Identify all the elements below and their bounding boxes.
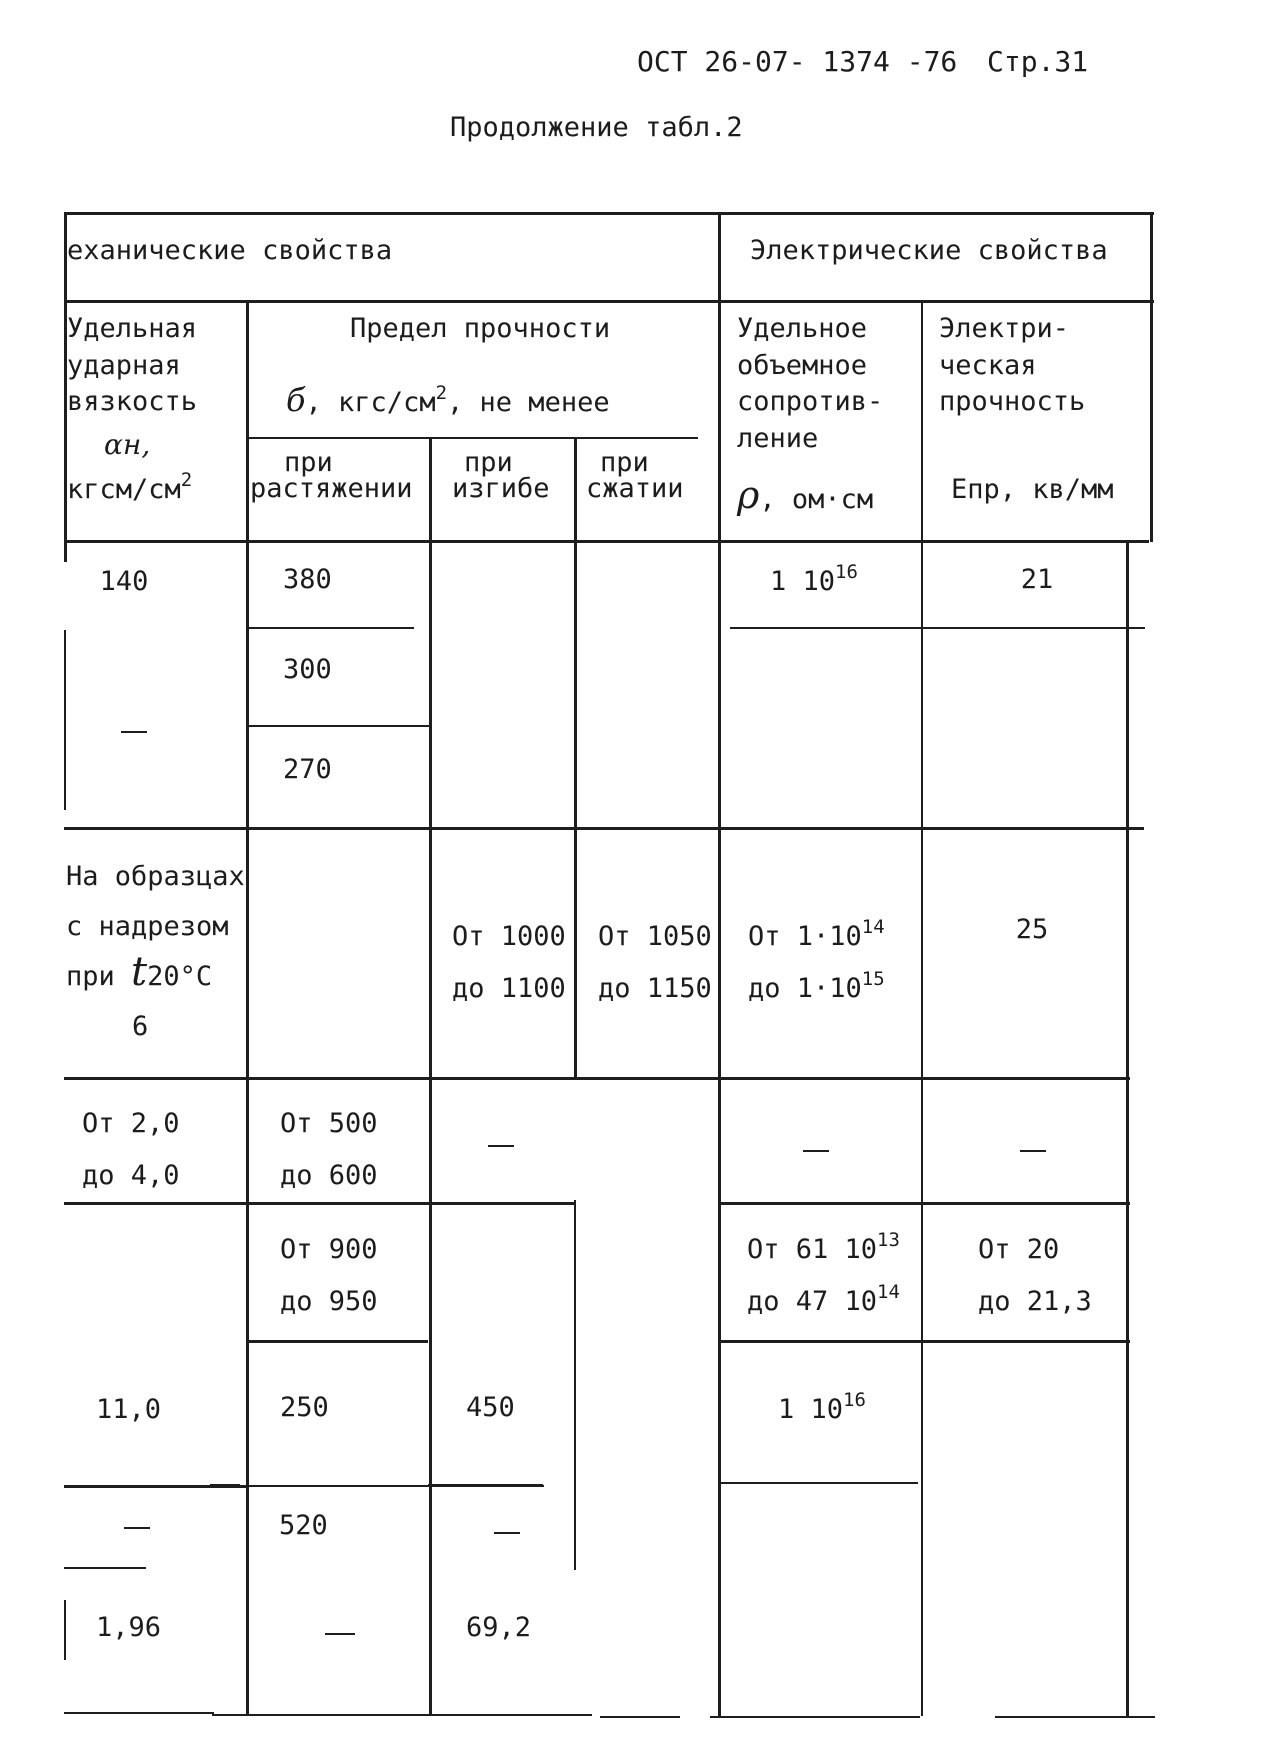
rho-symbol: ρ: [737, 473, 760, 517]
subheader-tension: при растяжении: [250, 447, 413, 504]
page-number: Стр.31: [987, 45, 1089, 78]
document-page: ОСТ 26-07- 1374 -76 Стр.31 Продолжение табл.2 еханические свойства Электрические свойства Удельная ударная вязкость αн, кгсм/$см^2$ Предел прочности б, кгс/$см^2$, не менее при растяжении при изгибе при сжатии Удельное объемное сопротив- ление ρ, ом·см Электри- ческая прочность Eпр, кв/мм 140 380 1 $10^{16}$ 21 300 270 На образцах с надрезом при t20°C 6 От 1000 до 1100 От 1050 до 1150 От $1\cdot 10^{14}$ до $1\cdot 10^{15}$ 25 От 2,0 до 4,0 От 500 до 600 От 900 до 950 От 61 $10^{13}$ до 47 $10^{14}$ От 20 до 21,3 11,0 250 450 1 $10^{16}$ 520 1,96 69,2: [0, 0, 1272, 1756]
group-header-electrical: Электрические свойства: [750, 235, 1108, 266]
table-caption: Продолжение табл.2: [450, 112, 743, 143]
document-code: ОСТ 26-07- 1374 -76: [637, 45, 958, 78]
group-header-mechanical: еханические свойства: [67, 235, 393, 266]
impact-note: На образцах с надрезом при t20°C 6: [66, 861, 245, 1042]
subheader-bending: при изгибе: [452, 447, 550, 504]
sigma-symbol: б: [286, 381, 306, 419]
impact-symbol: αн,: [104, 428, 151, 461]
subheader-compression: при сжатии: [586, 447, 684, 504]
